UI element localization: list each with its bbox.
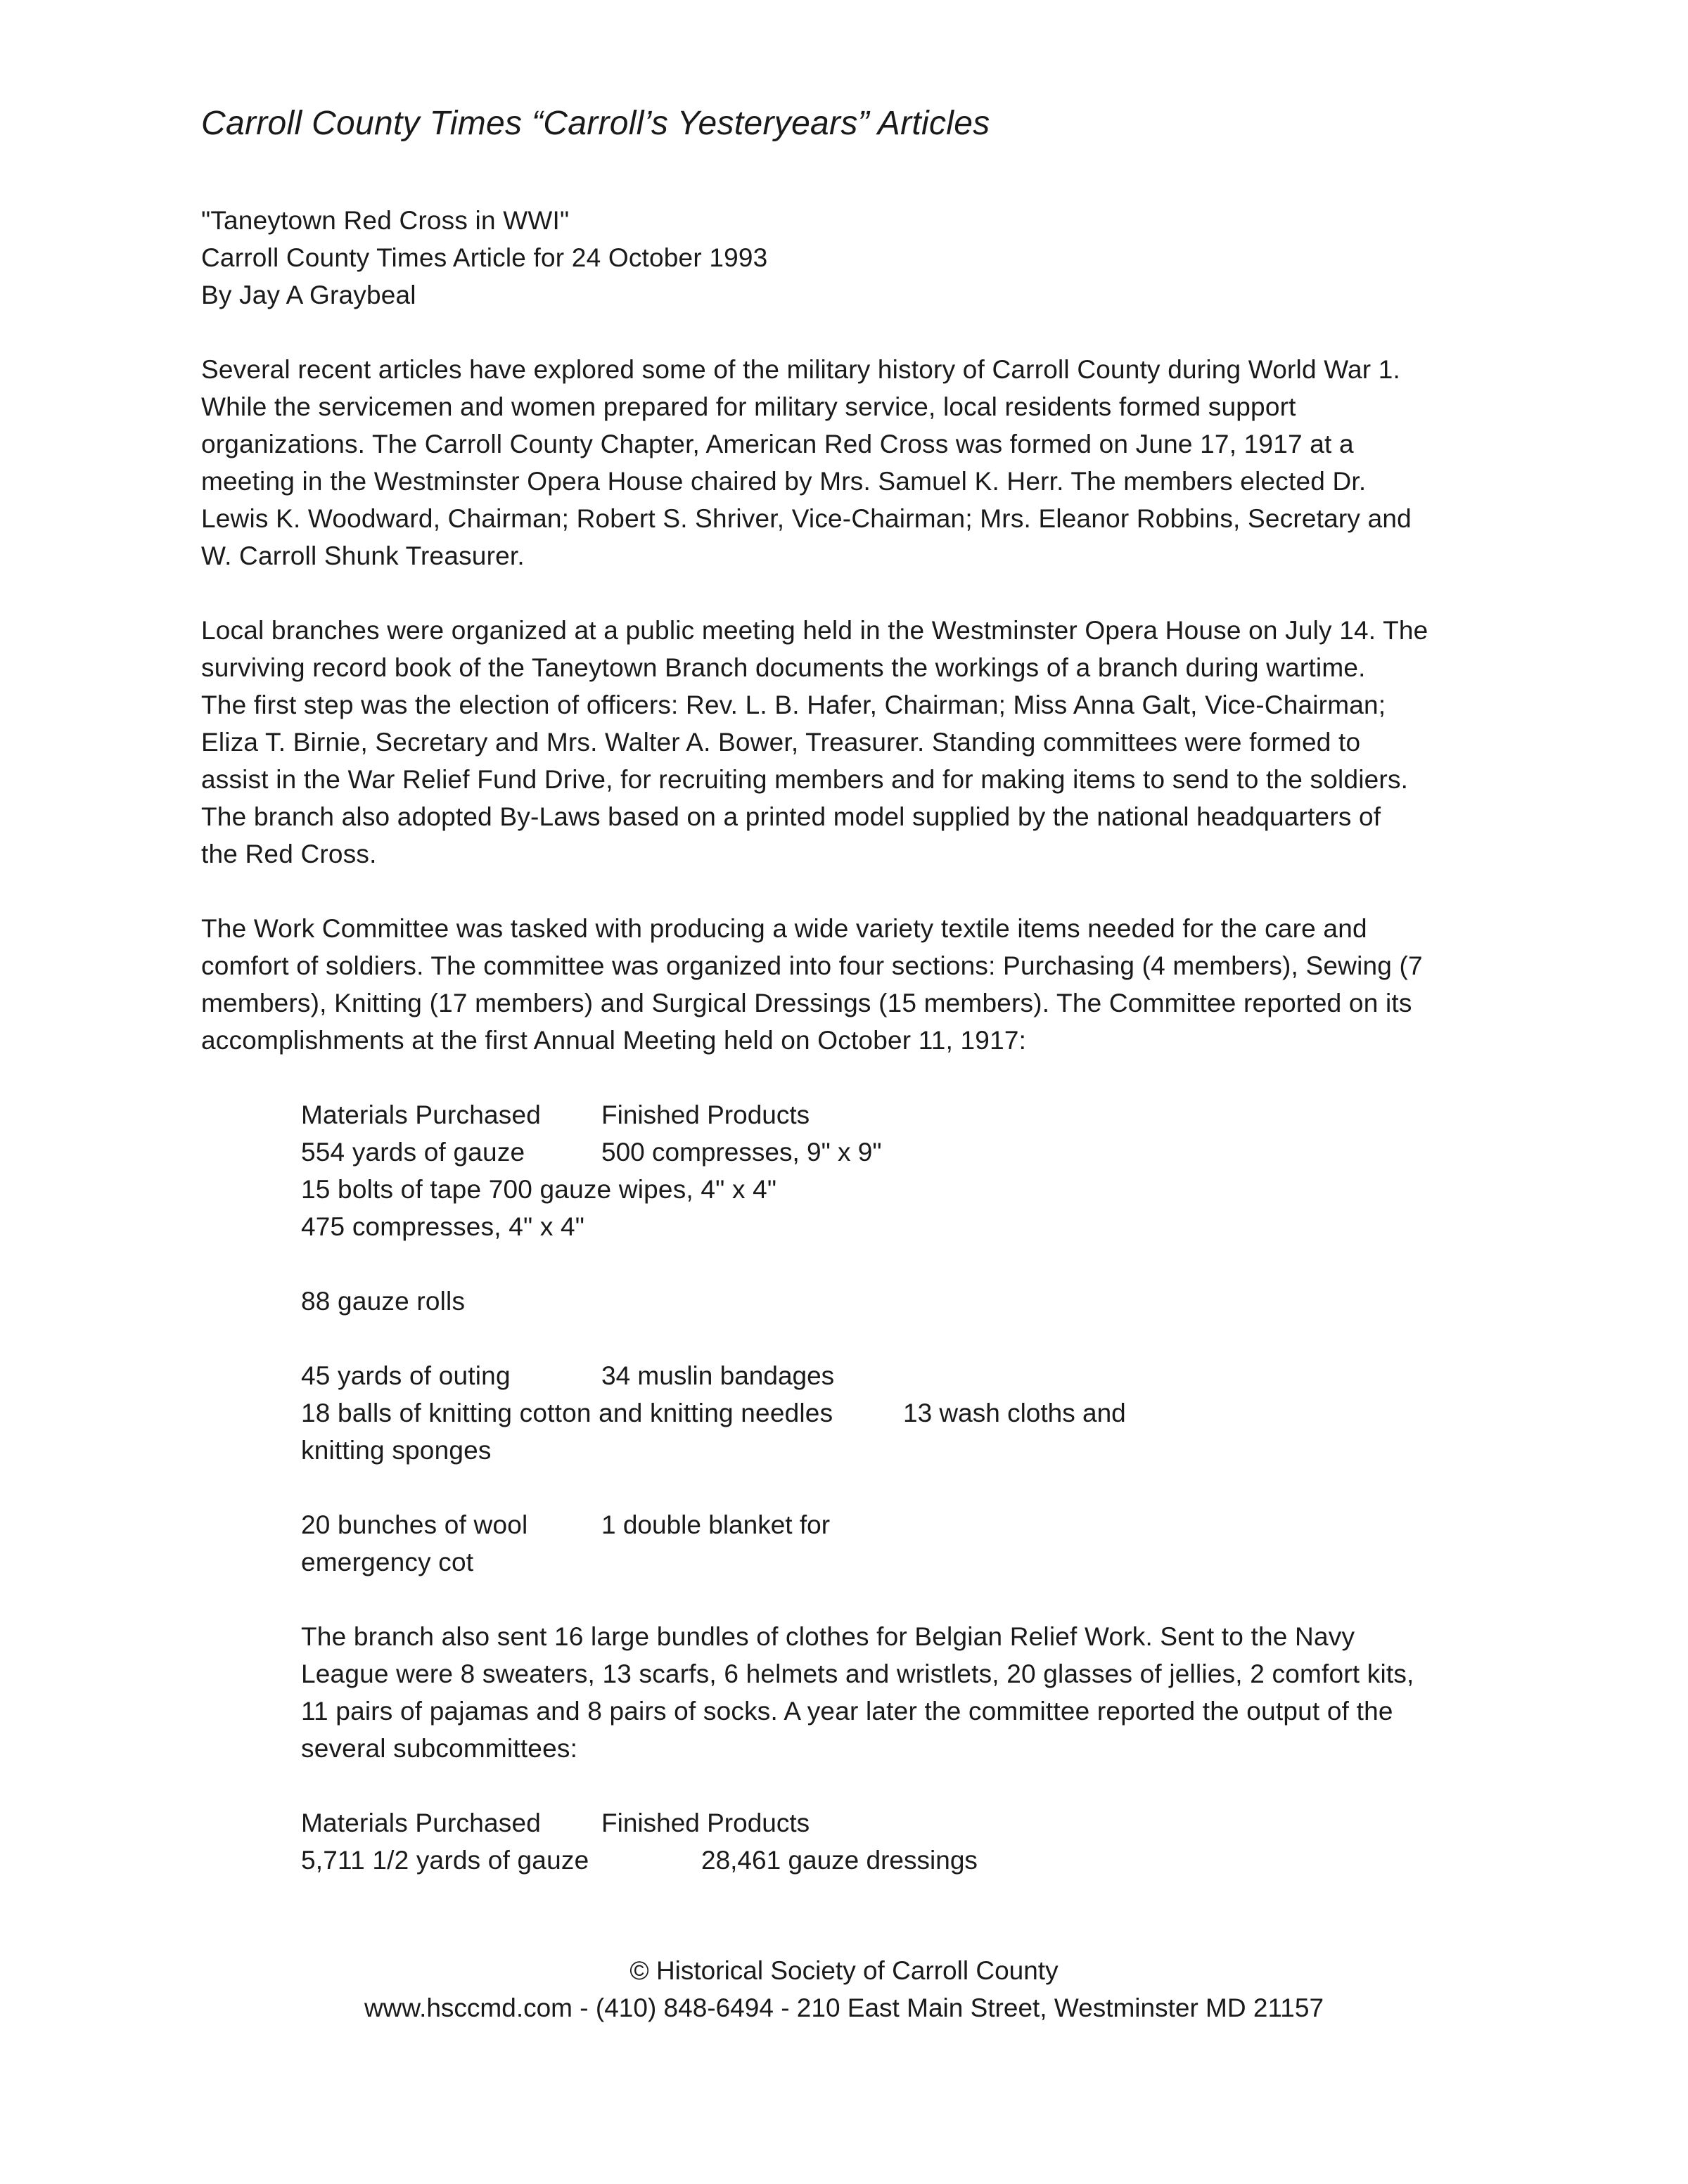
table1-row-right: 1 double blanket for (601, 1510, 831, 1539)
paragraph-1-line: W. Carroll Shunk Treasurer. (201, 541, 525, 570)
paragraph-2-line: Local branches were organized at a public meeting held in the Westminster Opera House on July 14. The (201, 616, 1428, 645)
paragraph-2-line: The branch also adopted By-Laws based on a printed model supplied by the national headquarters of (201, 802, 1381, 831)
footer-copyright: © Historical Society of Carroll County (629, 1956, 1059, 1985)
table1-row-left: 554 yards of gauze (301, 1138, 525, 1167)
table1-row-left: 18 balls of knitting cotton and knitting needles (301, 1399, 833, 1427)
table1-row: 475 compresses, 4" x 4" (301, 1212, 585, 1241)
table2-header-left: Materials Purchased (301, 1809, 542, 1837)
paragraph-1-line: meeting in the Westminster Opera House chaired by Mrs. Samuel K. Herr. The members elected Dr. (201, 467, 1367, 496)
article-dateline: Carroll County Times Article for 24 October 1993 (201, 243, 768, 272)
paragraph-1-line: Several recent articles have explored some of the military history of Carroll County during World War 1. (201, 355, 1400, 384)
paragraph-2-line: The first step was the election of officers: Rev. L. B. Hafer, Chairman; Miss Anna Galt, Vice-Chairman; (201, 690, 1386, 719)
paragraph-1-line: While the servicemen and women prepared for military service, local residents formed support (201, 392, 1296, 421)
table1-row-right: 34 muslin bandages (601, 1361, 835, 1390)
table1-header-left: Materials Purchased (301, 1100, 542, 1129)
paragraph-2-line: surviving record book of the Taneytown Branch documents the workings of a branch during wartime. (201, 653, 1366, 682)
paragraph-4-line: League were 8 sweaters, 13 scarfs, 6 helmets and wristlets, 20 glasses of jellies, 2 comfort kits, (301, 1659, 1414, 1688)
table2-header-right: Finished Products (601, 1809, 810, 1837)
paragraph-4-line: several subcommittees: (301, 1734, 578, 1763)
paragraph-2-line: Eliza T. Birnie, Secretary and Mrs. Walter A. Bower, Treasurer. Standing committees were formed to (201, 728, 1361, 757)
article-title: "Taneytown Red Cross in WWI" (201, 206, 570, 235)
table1-header-right: Finished Products (601, 1100, 810, 1129)
paragraph-1-line: Lewis K. Woodward, Chairman; Robert S. Shriver, Vice-Chairman; Mrs. Eleanor Robbins, Secretary and (201, 504, 1412, 533)
table2-row-right: 28,461 gauze dressings (701, 1846, 978, 1875)
paragraph-3-line: accomplishments at the first Annual Meeting held on October 11, 1917: (201, 1026, 1027, 1055)
table1-row: knitting sponges (301, 1436, 492, 1465)
article-byline: By Jay A Graybeal (201, 281, 416, 309)
table1-row-right: 500 compresses, 9" x 9" (601, 1138, 882, 1167)
paragraph-1-line: organizations. The Carroll County Chapter, American Red Cross was formed on June 17, 1917 at a (201, 430, 1354, 458)
table1-row: 15 bolts of tape 700 gauze wipes, 4" x 4" (301, 1175, 777, 1204)
paragraph-4-line: 11 pairs of pajamas and 8 pairs of socks. A year later the committee reported the output of the (301, 1697, 1393, 1726)
table1-row-left: 20 bunches of wool (301, 1510, 528, 1539)
paragraph-2-line: assist in the War Relief Fund Drive, for recruiting members and for making items to send to the soldiers. (201, 765, 1409, 794)
paragraph-3-line: members), Knitting (17 members) and Surgical Dressings (15 members). The Committee reported on its (201, 989, 1412, 1017)
series-title: Carroll County Times “Carroll’s Yesteryears” Articles (201, 105, 990, 142)
paragraph-3-line: The Work Committee was tasked with producing a wide variety textile items needed for the care and (201, 914, 1367, 943)
table1-row-left: 45 yards of outing (301, 1361, 511, 1390)
table2-row-left: 5,711 1/2 yards of gauze (301, 1846, 589, 1875)
table1-row-right: 13 wash cloths and (903, 1399, 1126, 1427)
table1-row: 88 gauze rolls (301, 1287, 466, 1316)
table1-row: emergency cot (301, 1548, 474, 1576)
paragraph-3-line: comfort of soldiers. The committee was organized into four sections: Purchasing (4 members), Sewing (7 (201, 951, 1423, 980)
footer-contact: www.hsccmd.com - (410) 848-6494 - 210 East Main Street, Westminster MD 21157 (364, 1993, 1324, 2022)
paragraph-4-line: The branch also sent 16 large bundles of clothes for Belgian Relief Work. Sent to the Navy (301, 1622, 1355, 1651)
paragraph-2-line: the Red Cross. (201, 840, 377, 868)
